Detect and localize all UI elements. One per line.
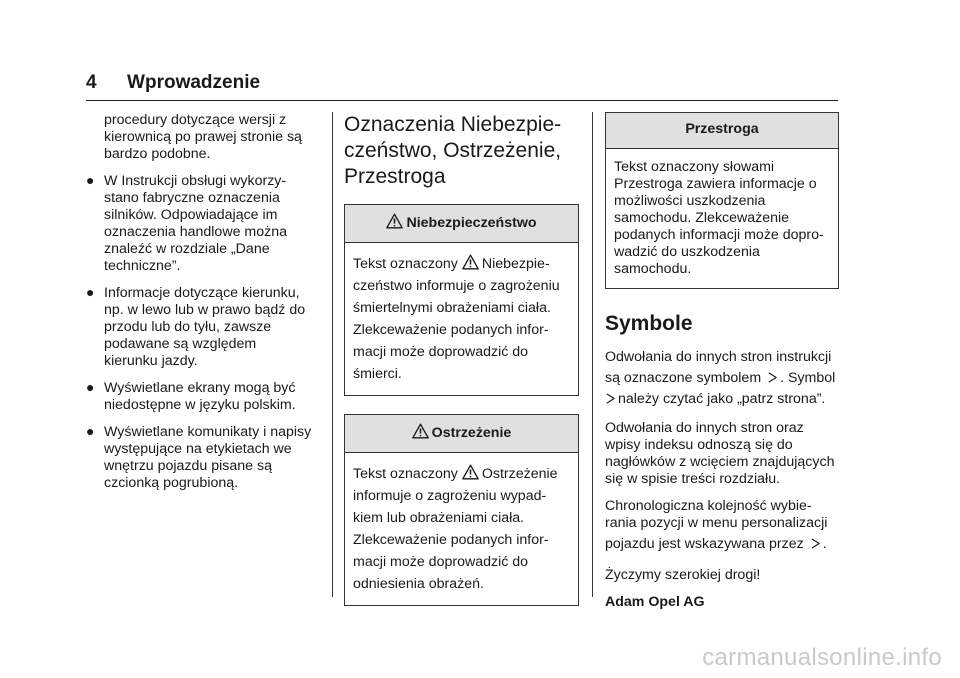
- page-reference-icon: [605, 393, 616, 404]
- column-divider-1: [332, 112, 333, 597]
- text-line: informuje o zagrożeniu wypad-: [353, 488, 547, 504]
- caution-box-body: [606, 149, 838, 288]
- text-fragment: Tekst oznaczony: [353, 466, 458, 482]
- warning-box-title: Ostrzeżenie: [431, 425, 512, 441]
- text-line: bardzo podobne.: [104, 146, 211, 162]
- text-line: niedostępne w języku polskim.: [104, 397, 296, 413]
- text-fragment: Tekst oznaczony: [353, 256, 458, 272]
- column-1: [86, 112, 324, 502]
- text-line: samochodu. Zlekceważenie: [614, 210, 790, 226]
- page-reference-icon: [767, 372, 778, 383]
- text-fragment: Ostrzeżenie: [481, 466, 558, 482]
- text-line: kierownicą po prawej stronie są: [104, 129, 302, 145]
- text-line: śmiertelnymi obrażeniami ciała.: [353, 300, 551, 316]
- text-line: występujące na etykietach we: [104, 441, 292, 457]
- menu-order-icon: [810, 538, 821, 549]
- bullet-item-engines: [86, 173, 324, 275]
- text-fragment: .: [822, 536, 827, 552]
- heading-line: czeństwo, Ostrzeżenie,: [344, 139, 562, 162]
- text-line: podawane są względem: [104, 336, 257, 352]
- header-rule: [86, 100, 838, 101]
- text-line: kiem lub obrażeniami ciała.: [353, 510, 525, 526]
- text-line: [353, 253, 570, 275]
- text-fragment: należy czytać jako „patrz strona”.: [618, 391, 826, 407]
- text-line: Zlekceważenie podanych infor-: [353, 322, 549, 338]
- text-line: [353, 463, 570, 485]
- caution-box: [605, 112, 839, 289]
- warning-box: [344, 414, 579, 606]
- paragraph-page-refs: [605, 347, 839, 410]
- text-line: macji może doprowadzić do: [353, 554, 529, 570]
- text-line: samochodu.: [614, 261, 692, 277]
- text-line: rania pozycji w menu personalizacji: [605, 515, 828, 531]
- text-line: [605, 389, 839, 410]
- paragraph-menu-order: [605, 498, 839, 553]
- text-line: znaleźć w rozdziale „Dane: [104, 241, 270, 257]
- heading-line: Oznaczenia Niebezpie-: [344, 113, 562, 136]
- text-line: wpisy indeksu odnoszą się do: [605, 437, 793, 453]
- bullet-icon: ●: [86, 172, 95, 188]
- caution-box-header: Przestroga: [606, 113, 838, 149]
- text-line: Zlekceważenie podanych infor-: [353, 532, 549, 548]
- bullet-icon: ●: [86, 423, 95, 439]
- bullet-icon: ●: [86, 284, 95, 300]
- text-line: kierunku jazdy.: [104, 353, 198, 369]
- text-line: możliwości uszkodzenia: [614, 193, 766, 209]
- danger-box: [344, 204, 579, 396]
- danger-box-body: [345, 243, 578, 395]
- column-divider-2: [592, 112, 593, 597]
- warning-triangle-icon: [386, 213, 403, 229]
- signature: Adam Opel AG: [605, 594, 705, 610]
- warning-triangle-icon: [462, 254, 479, 270]
- text-line: Informacje dotyczące kierunku,: [104, 285, 300, 301]
- bullet-item-screens: [86, 380, 324, 414]
- text-fragment: są oznaczone symbolem: [605, 370, 762, 386]
- page-header: [86, 72, 838, 94]
- text-line: odniesienia obrażeń.: [353, 576, 484, 592]
- text-line: techniczne”.: [104, 258, 181, 274]
- text-line: czcionką pogrubioną.: [104, 475, 239, 491]
- text-line: wadzić do uszkodzenia: [614, 244, 760, 260]
- heading-line: Przestroga: [344, 165, 446, 188]
- text-line: Odwołania do innych stron oraz: [605, 420, 804, 436]
- column-3: [605, 112, 839, 621]
- text-line: [605, 536, 839, 553]
- section-heading-markings: [344, 112, 579, 190]
- continued-paragraph: [86, 112, 324, 163]
- text-line: np. w lewo lub w prawo bądź do: [104, 302, 306, 318]
- danger-box-title: Niebezpieczeństwo: [406, 215, 537, 231]
- paragraph-index-refs: [605, 420, 839, 488]
- text-line: Odwołania do innych stron instrukcji: [605, 349, 832, 365]
- text-line: nagłówków z wcięciem znajdujących: [605, 454, 835, 470]
- text-line: Przestroga zawiera informacje o: [614, 176, 817, 192]
- text-line: macji może doprowadzić do: [353, 344, 529, 360]
- warning-triangle-icon: [412, 423, 429, 439]
- bullet-icon: ●: [86, 379, 95, 395]
- text-fragment: pojazdu jest wskazywana przez: [605, 536, 804, 552]
- text-fragment: Niebezpie-: [481, 256, 550, 272]
- text-line: silników. Odpowiadające im: [104, 207, 278, 223]
- text-line: śmierci.: [353, 366, 402, 382]
- text-line: wnętrzu pojazdu pisane są: [104, 458, 272, 474]
- text-line: czeństwo informuje o zagrożeniu: [353, 278, 560, 294]
- bullet-item-direction: [86, 285, 324, 370]
- warning-box-body: [345, 453, 578, 605]
- chapter-title: Wprowadzenie: [127, 72, 261, 93]
- text-line: procedury dotyczące wersji z: [104, 112, 287, 128]
- text-line: [605, 368, 839, 389]
- text-line: Tekst oznaczony słowami: [614, 159, 775, 175]
- text-line: Chronologiczna kolejność wybie-: [605, 498, 812, 514]
- text-line: podanych informacji może dopro-: [614, 227, 824, 243]
- bullet-item-messages: [86, 424, 324, 492]
- warning-box-header: [345, 415, 578, 453]
- text-line: się w spisie treści rozdziału.: [605, 471, 781, 487]
- text-line: Wyświetlane ekrany mogą być: [104, 380, 296, 396]
- text-line: Wyświetlane komunikaty i napisy: [104, 424, 312, 440]
- section-heading-symbols: Symbole: [605, 312, 693, 335]
- text-line: W Instrukcji obsługi wykorzy-: [104, 173, 287, 189]
- column-2: [344, 112, 579, 622]
- text-line: oznaczenia handlowe można: [104, 224, 287, 240]
- text-fragment: . Symbol: [780, 370, 836, 386]
- text-line: stano fabryczne oznaczenia: [104, 190, 280, 206]
- closing-greeting: Życzymy szerokiej drogi!: [605, 567, 761, 583]
- warning-triangle-icon: [462, 464, 479, 480]
- watermark: carmanualsonline.info: [702, 644, 942, 671]
- danger-box-header: [345, 205, 578, 243]
- page-number: 4: [86, 72, 97, 93]
- text-line: przodu lub do tyłu, zawsze: [104, 319, 272, 335]
